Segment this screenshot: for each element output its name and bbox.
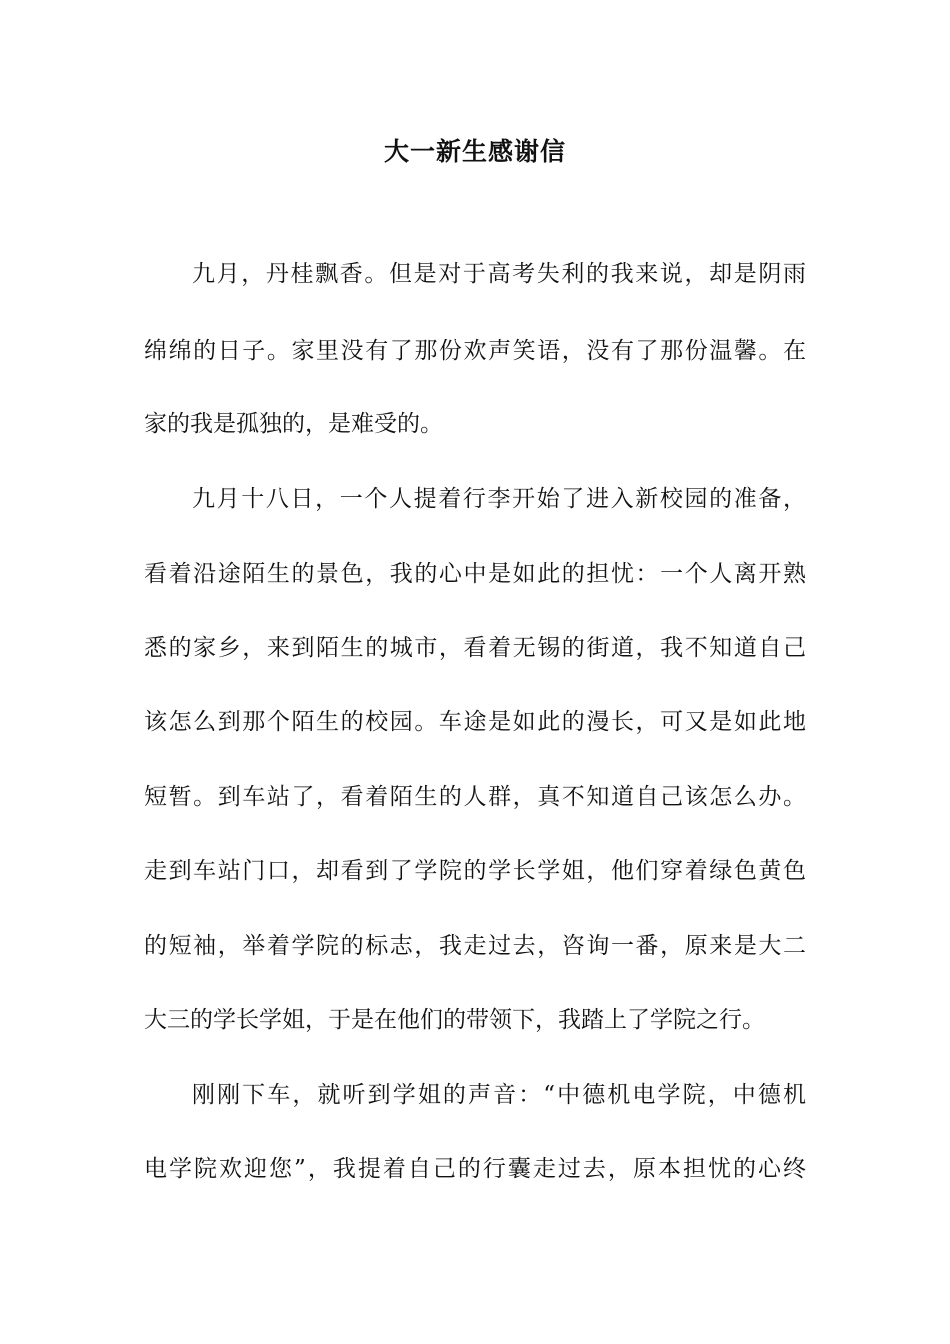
paragraph-2-line-3: 悉的家乡，来到陌生的城市，看着无锡的街道，我不知道自己 xyxy=(144,635,806,661)
paragraph-2-line-4: 该怎么到那个陌生的校园。车途是如此的漫长，可又是如此地 xyxy=(144,709,806,735)
document-title: 大一新生感谢信 xyxy=(383,137,566,166)
paragraph-2-line-7: 的短袖，举着学院的标志，我走过去，咨询一番，原来是大二 xyxy=(144,933,806,959)
paragraph-1-line-1: 九月，丹桂飘香。但是对于高考失利的我来说，却是阴雨 xyxy=(192,261,806,287)
paragraph-2-line-2: 看着沿途陌生的景色，我的心中是如此的担忧：一个人离开熟 xyxy=(144,561,806,587)
paragraph-2-line-1: 九月十八日，一个人提着行李开始了进入新校园的准备， xyxy=(192,486,806,512)
paragraph-3-line-2: 电学院欢迎您”，我提着自己的行囊走过去，原本担忧的心终 xyxy=(144,1156,806,1182)
paragraph-2-line-6: 走到车站门口，却看到了学院的学长学姐，他们穿着绿色黄色 xyxy=(144,858,806,884)
paragraph-3-line-1: 刚刚下车，就听到学姐的声音：“中德机电学院，中德机 xyxy=(192,1082,806,1108)
paragraph-1-line-3: 家的我是孤独的，是难受的。 xyxy=(144,411,443,437)
paragraph-1-line-2: 绵绵的日子。家里没有了那份欢声笑语，没有了那份温馨。在 xyxy=(144,338,806,364)
paragraph-2-line-5: 短暂。到车站了，看着陌生的人群，真不知道自己该怎么办。 xyxy=(144,784,806,810)
paragraph-2-line-8: 大三的学长学姐，于是在他们的带领下，我踏上了学院之行。 xyxy=(144,1007,765,1033)
